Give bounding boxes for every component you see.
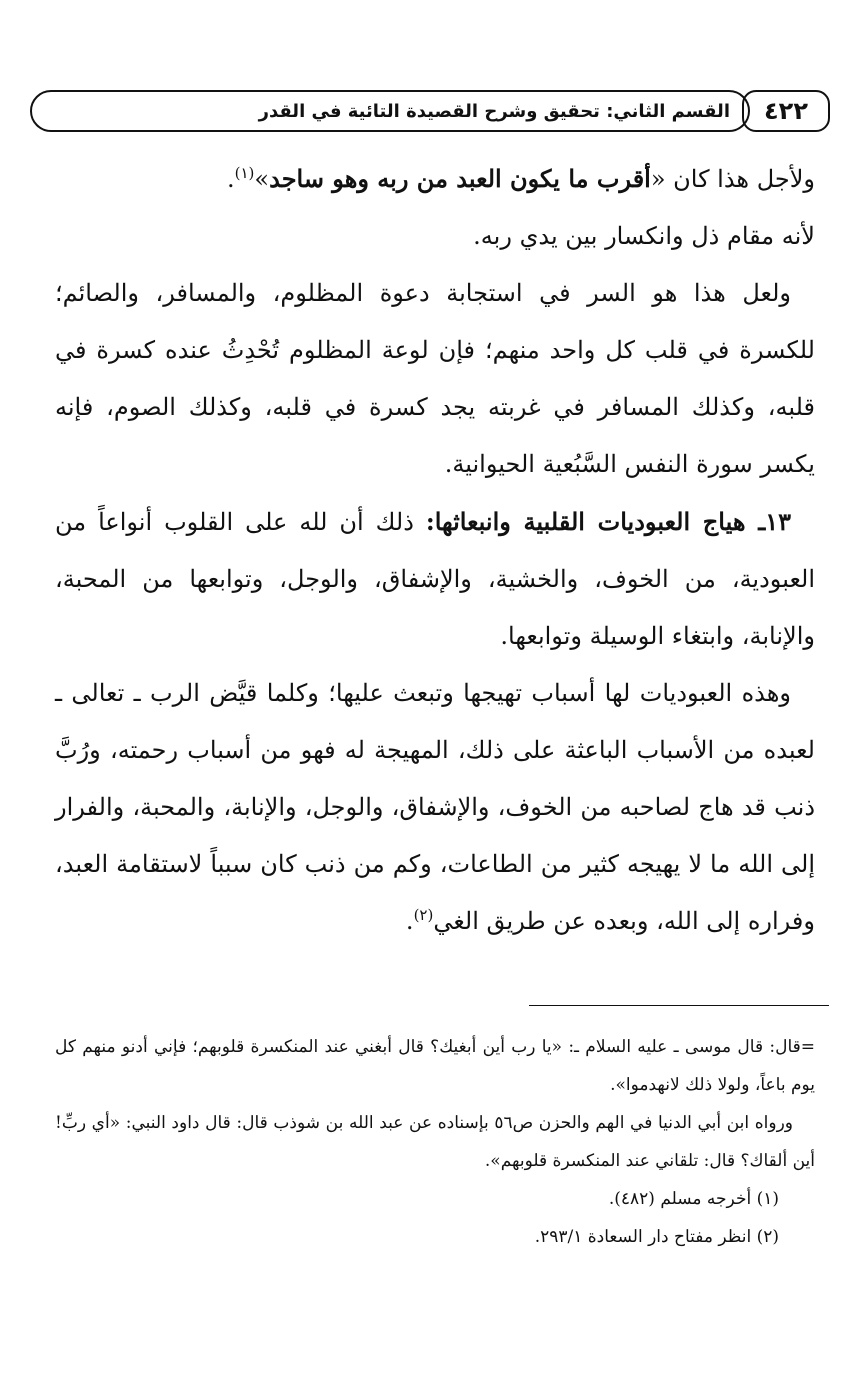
paragraph-3: ولعل هذا هو السر في استجابة دعوة المظلوم، والمسافر، والصائم؛ للكسرة في قلب كل واحد منهم؛ فإن لوعة المظلوم تُحْدِثُ عنده كسرة في قلبه، وكذلك المسافر في غربته يجد كسرة في قلبه، وكذلك الصوم، فإنه يكسر سورة النفس السَّبُعية الحيوانية. (55, 279, 815, 478)
p4-text: ذلك أن لله على القلوب أنواعاً من العبودية، من الخوف، والخشية، والإشفاق، والوجل، وتوابعها من المحبة، والإنابة، وابتغاء الوسيلة وتوابعها. (55, 508, 815, 650)
page-number: ٤٢٢ (742, 90, 830, 132)
running-header (30, 90, 830, 132)
running-title: القسم الثاني: تحقيق وشرح القصيدة التائية في القدر (30, 90, 750, 132)
main-text (55, 150, 815, 950)
paragraph-2: لأنه مقام ذل وانكسار بين يدي ربه. (473, 222, 815, 250)
footnote-continuation: =قال: قال موسى ـ عليه السلام ـ: «يا رب أين أبغيك؟ قال أبغني عند المنكسرة قلوبهم؛ فإني أدنو منهم كل يوم باعاً، ولولا ذلك لانهدموا». (55, 1037, 815, 1095)
footnote-2: (٢) انظر مفتاح دار السعادة ٢٩٣/١. (534, 1227, 779, 1247)
p1-dot: . (226, 165, 235, 193)
p1-text: ولأجل هذا كان « (650, 165, 815, 193)
section-heading-13: ١٣ـ هياج العبوديات القلبية وانبعاثها: (425, 507, 792, 536)
p1-quote-end: » (254, 165, 270, 193)
footnote-continuation-2: ورواه ابن أبي الدنيا في الهم والحزن ص٥٦ بإسناده عن عبد الله بن شوذب قال: قال داود النبي: «أي ربِّ! أين ألقاك؟ قال: تلقاني عند المنكسرة قلوبهم». (55, 1113, 815, 1171)
paragraph-5 (55, 665, 815, 950)
footnote-ref-1: (١) (234, 164, 255, 182)
paragraph-4 (55, 493, 815, 665)
hadith-quote: أقرب ما يكون العبد من ربه وهو ساجد (269, 164, 651, 193)
paragraph-1 (55, 150, 815, 208)
footnote-1: (١) أخرجه مسلم (٤٨٢). (608, 1189, 779, 1209)
footnote-ref-2: (٢) (413, 906, 434, 924)
footnote-divider (529, 1005, 829, 1006)
footnotes (55, 1028, 815, 1256)
p5-text: وهذه العبوديات لها أسباب تهيجها وتبعث عليها؛ وكلما قيَّض الرب ـ تعالى ـ لعبده من الأسباب الباعثة على ذلك، المهيجة له فهو من أسباب رحمته، ورُبَّ ذنب قد هاج لصاحبه من الخوف، والإشفاق، والوجل، والإنابة، والمحبة، والفرار إلى الله ما لا يهيجه كثير من الطاعات، وكم من ذنب كان سبباً لاستقامة العبد، وفراره إلى الله، وبعده عن طريق الغي (55, 679, 816, 935)
p5-dot: . (405, 907, 414, 935)
